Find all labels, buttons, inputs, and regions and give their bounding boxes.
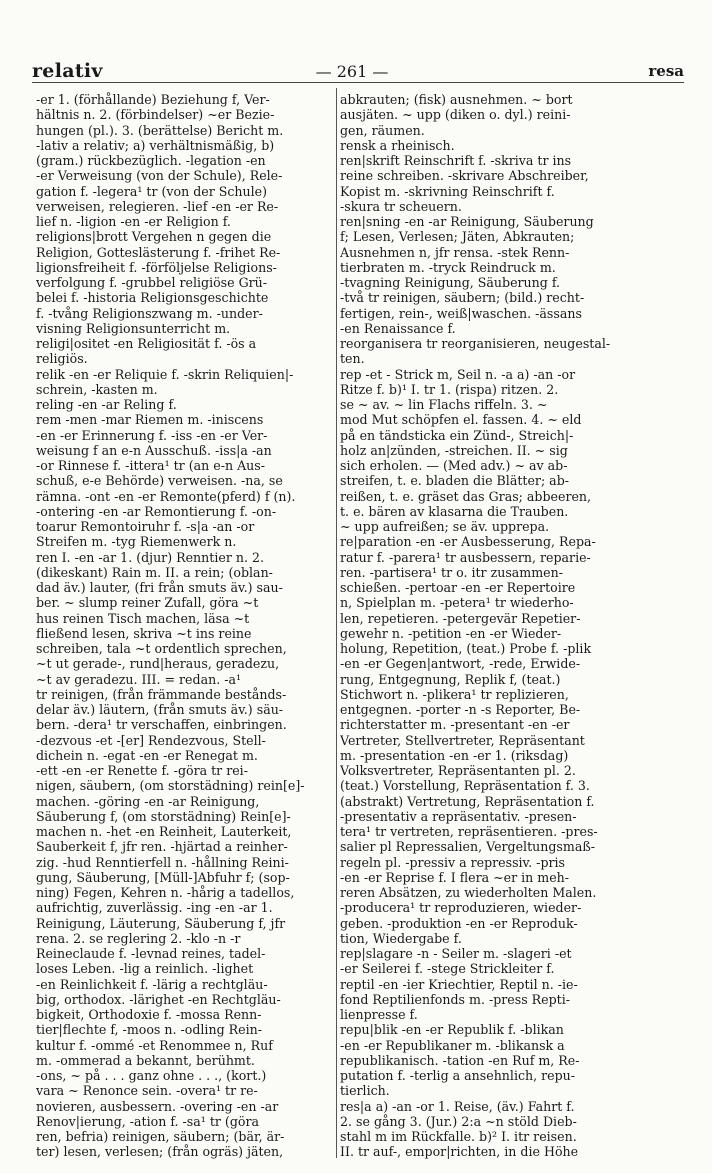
entry-line: Vertreter, Stellvertreter, Repräsentant [340,732,585,748]
entry-line: Sauberkeit f, jfr ren. -hjärtad a reinher- [36,839,288,855]
entry-line: machen. -göring -en -ar Reinigung, [36,793,260,809]
entry-line: ter) lesen, verlesen; (från ogräs) jäten, [36,1144,284,1160]
entry-line: Säuberung f, (om storstädning) Rein[e]- [36,808,291,824]
column-divider [336,88,337,1158]
entry-line: -en -er Gegen|antwort, -rede, Erwide- [340,656,581,672]
entry-line: rep -et - Strick m, Seil n. -a a) -an -or [340,366,576,382]
entry-line: republikanisch. -tation -en Ruf m, Re- [340,1052,580,1068]
page-header [32,58,684,83]
entry-line: -er Seilerei f. -stege Strickleiter f. [340,961,555,977]
entry-line: -ett -en -er Renette f. -göra tr rei- [36,763,248,778]
entry-line: Renov|ierung, -ation f. -sa¹ tr (göra [36,1113,259,1129]
entry-line: res|a a) -an -or 1. Reise, (äv.) Fahrt f. [340,1098,575,1114]
entry-line: rep|slagare -n - Seiler m. -slageri -et [340,946,572,961]
entry-line: -en -er Republikaner m. -blikansk a [340,1037,565,1053]
entry-line: -skura tr scheuern. [340,198,462,214]
entry-line: abkrauten; (fisk) ausnehmen. ~ bort [340,92,573,107]
entry-line: tier|flechte f, -moos n. -odling Rein- [36,1022,262,1038]
entry-line: bigkeit, Orthodoxie f. -mossa Renn- [36,1007,262,1022]
entry-line: fertigen, rein-, weiß|waschen. -ässans [340,305,582,321]
entry-line: verweisen, relegieren. -lief -en -er Re- [36,198,279,214]
entry-line: reine schreiben. -skrivare Abschreiber, [340,168,589,184]
left-column [36,92,333,1160]
entry-line: delar äv.) läutern, (från smuts äv.) säu- [36,702,284,717]
header-right-guide-word: resa [648,62,684,80]
entry-line: lief n. -ligion -en -er Religion f. [36,214,231,229]
entry-line: loses Leben. -lig a reinlich. -lighet [36,961,254,977]
entry-line: gung, Säuberung, [Müll-]Abfuhr f; (sop- [36,869,290,885]
entry-line: rung, Entgegnung, Replik f, (teat.) [340,671,561,687]
entry-line: verfolgung f. -grubbel religiöse Grü- [36,275,268,290]
entry-line: 2. se gång 3. (Jur.) 2:a ~n stöld Dieb- [340,1113,577,1129]
header-left-guide-word: relativ [32,60,103,82]
entry-line: nigen, säubern, (om storstädning) rein[e]- [36,778,305,794]
entry-line: ratur f. -parera¹ tr ausbessern, reparie- [340,549,591,565]
entry-line: mod Mut schöpfen el. fassen. 4. ~ eld [340,412,582,428]
entry-line: tierlich. [340,1083,390,1099]
entry-line: -ontering -en -ar Remontierung f. -on- [36,503,277,519]
entry-line: n, Spielplan m. -petera¹ tr wiederho- [340,595,574,611]
entry-line: m. -presentation -en -er 1. (riksdag) [340,747,569,763]
entry-line: schuß, e-e Behörde) verweisen. -na, se [36,473,283,489]
entry-line: -två tr reinigen, säubern; (bild.) recht- [340,290,585,306]
entry-line: ren I. -en -ar 1. (djur) Renntier n. 2. [36,549,264,565]
entry-line: ren, befria) reinigen, säubern; (bär, är- [36,1129,285,1144]
entry-line: dad äv.) lauter, (fri från smuts äv.) sau- [36,580,283,595]
entry-line: ren. -partisera¹ tr o. itr zusammen- [340,564,564,580]
entry-line: Religion, Gotteslästerung f. -frihet Re- [36,244,281,260]
entry-line: på en tändsticka ein Zünd-, Streich|- [340,427,574,443]
entry-line: sich erholen. — (Med adv.) ~ av ab- [340,458,568,473]
entry-line: religi|ositet -en Religiosität f. -ös a [36,336,257,351]
entry-line: lienpresse f. [340,1007,418,1022]
entry-line: -en Renaissance f. [340,320,456,336]
entry-line: -tvagning Reinigung, Säuberung f. [340,275,561,290]
entry-line: -producera¹ tr reproduzieren, wieder- [340,900,582,916]
entry-line: ren|skrift Reinschrift f. -skriva tr ins [340,153,572,168]
entry-line: reißen, t. e. gräset das Gras; abbeeren, [340,488,592,504]
entry-line: ren|sning -en -ar Reinigung, Säuberung [340,214,594,229]
entry-line: zig. -hud Renntierfell n. -hållning Reini- [36,854,289,870]
entry-line: ausjäten. ~ upp (diken o. dyl.) reini- [340,107,571,123]
entry-line: dichein n. -egat -en -er Renegat m. [36,747,258,763]
entry-line: t. e. bären av klasarna die Trauben. [340,503,569,519]
entry-line: Volksvertreter, Repräsentanten pl. 2. [340,763,576,778]
entry-line: reptil -en -ier Kriechtier, Reptil n. -ie- [340,976,578,992]
entry-line: se ~ av. ~ lin Flachs riffeln. 3. ~ [340,397,548,412]
entry-line: hus reinen Tisch machen, läsa ~t [36,610,250,626]
entry-line: reorganisera tr reorganisieren, neugestal- [340,336,611,351]
entry-line: II. tr auf-, empor|richten, in die Höhe [340,1144,579,1160]
entry-line: schießen. -pertoar -en -er Repertoire [340,580,576,595]
entry-line: f; Lesen, Verlesen; Jäten, Abkrauten; [340,229,575,245]
entry-line: schreiben, tala ~t ordentlich sprechen, [36,641,287,656]
entry-line: religiös. [36,351,88,367]
entry-line: rämna. -ont -en -er Remonte(pferd) f (n). [36,488,296,504]
entry-line: putation f. -terlig a ansehnlich, repu- [340,1068,576,1083]
entry-line: rena. 2. se reglering 2. -klo -n -r [36,930,241,946]
right-column [340,92,637,1160]
entry-line: m. -ommerad a bekannt, berühmt. [36,1052,255,1068]
entry-line: Kopist m. -skrivning Reinschrift f. [340,183,555,199]
entry-line: regeln pl. -pressiv a repressiv. -pris [340,854,566,870]
entry-line: big, orthodox. -lärighet -en Rechtgläu- [36,991,281,1007]
entry-line: entgegnen. -porter -n -s Reporter, Be- [340,702,581,717]
entry-line: novieren, ausbessern. -overing -en -ar [36,1098,279,1114]
entry-line: Ritze f. b)¹ I. tr 1. (rispa) ritzen. 2. [340,381,559,397]
entry-line: richterstatter m. -presentant -en -er [340,717,570,733]
entry-line: hungen (pl.). 3. (berättelse) Bericht m. [36,122,284,138]
entry-line: f. -tvång Religionszwang m. -under- [36,305,263,321]
entry-line: ning) Fegen, Kehren n. -hårig a tadellos, [36,885,295,900]
entry-line: ~t av geradezu. III. = redan. -a¹ [36,671,242,687]
entry-line: belei f. -historia Religionsgeschichte [36,290,269,306]
entry-line: repu|blik -en -er Republik f. -blikan [340,1022,564,1038]
entry-line: visning Religionsunterricht m. [36,320,231,336]
entry-line: salier pl Repressalien, Vergeltungsmaß- [340,839,596,855]
entry-line: aufrichtig, zuverlässig. -ing -en -ar 1. [36,900,273,916]
entry-line: Ausnehmen n, jfr rensa. -stek Renn- [340,244,570,260]
entry-line: Streifen m. -tyg Riemenwerk n. [36,534,237,550]
entry-line: tr reinigen, (från främmande bestånds- [36,686,287,702]
entry-line: tierbraten m. -tryck Reindruck m. [340,259,556,275]
entry-line: gen, räumen. [340,122,425,138]
entry-line: tera¹ tr vertreten, repräsentieren. -pres- [340,824,598,839]
entry-line: -en -er Reprise f. I flera ~er in meh- [340,869,570,885]
entry-line: holung, Repetition, (teat.) Probe f. -plik [340,641,592,656]
entry-line: machen n. -het -en Reinheit, Lauterkeit, [36,824,292,839]
entry-line: (gram.) rückbezüglich. -legation -en [36,153,266,168]
entry-line: kultur f. -ommé -et Renommee n, Ruf [36,1037,273,1053]
entry-line: Stichwort n. -plikera¹ tr replizieren, [340,686,569,702]
entry-line: -er 1. (förhållande) Beziehung f, Ver- [36,92,270,107]
entry-line: re|paration -en -er Ausbesserung, Repa- [340,534,596,550]
entry-line: (teat.) Vorstellung, Repräsentation f. 3. [340,778,590,794]
entry-line: -or Rinnese f. -ittera¹ tr (an e-n Aus- [36,458,265,473]
entry-line: toarur Remontoiruhr f. -s|a -an -or [36,519,255,534]
entry-line: ~t ut gerade-, rund|heraus, geradezu, [36,656,280,672]
entry-line: rensk a rheinisch. [340,137,455,153]
entry-line: gation f. -legera¹ tr (von der Schule) [36,183,268,199]
entry-line: ~ upp aufreißen; se äv. upprepa. [340,519,550,534]
entry-line: bern. -dera¹ tr verschaffen, einbringen. [36,717,287,733]
entry-line: relik -en -er Reliquie f. -skrin Reliquien|- [36,366,294,382]
entry-line: -ons, ~ på . . . ganz ohne . . ., (kort.) [36,1068,267,1083]
page-number: — 261 — [315,62,389,81]
entry-line: streifen, t. e. bladen die Blätter; ab- [340,473,570,489]
entry-line: stahl m im Rückfalle. b)² I. itr reisen. [340,1129,577,1144]
entry-line: ten. [340,351,365,367]
entry-line: -en Reinlichkeit f. -lärig a rechtgläu- [36,976,268,992]
entry-line: hältnis n. 2. (förbindelser) ~er Bezie- [36,107,275,123]
entry-line: (dikeskant) Rain m. II. a rein; (oblan- [36,564,273,580]
entry-line: ligionsfreiheit f. -förföljelse Religions- [36,259,277,275]
entry-line: reren Absätzen, zu wiederholten Malen. [340,885,597,900]
entry-line: (abstrakt) Vertretung, Repräsentation f. [340,793,595,809]
entry-line: geben. -produktion -en -er Reproduk- [340,915,578,931]
entry-line: len, repetieren. -petergevär Repetier- [340,610,581,626]
entry-line: ber. ~ slump reiner Zufall, göra ~t [36,595,259,611]
entry-line: Reineclaude f. -levnad reines, tadel- [36,946,266,961]
entry-line: -presentativ a repräsentativ. -presen- [340,808,577,824]
entry-line: vara ~ Renonce sein. -overa¹ tr re- [36,1083,258,1099]
entry-line: -dezvous -et -[er] Rendezvous, Stell- [36,732,266,748]
entry-line: holz an|zünden, -streichen. II. ~ sig [340,442,568,458]
entry-line: fond Reptilienfonds m. -press Repti- [340,991,571,1007]
entry-line: reling -en -ar Reling f. [36,397,177,412]
entry-line: Reinigung, Läuterung, Säuberung f, jfr [36,915,286,931]
entry-line: gewehr n. -petition -en -er Wieder- [340,625,562,641]
entry-line: -er Verweisung (von der Schule), Rele- [36,168,283,184]
entry-line: rem -men -mar Riemen m. -iniscens [36,412,264,428]
entry-line: -en -er Erinnerung f. -iss -en -er Ver- [36,427,268,443]
entry-line: -lativ a relativ; a) verhältnismäßig, b) [36,137,275,153]
entry-line: schrein, -kasten m. [36,381,158,397]
entry-line: religions|brott Vergehen n gegen die [36,229,272,245]
entry-line: weisung f an e-n Ausschuß. -iss|a -an [36,442,272,458]
entry-line: tion, Wiedergabe f. [340,930,462,946]
entry-line: fließend lesen, skriva ~t ins reine [36,625,252,641]
